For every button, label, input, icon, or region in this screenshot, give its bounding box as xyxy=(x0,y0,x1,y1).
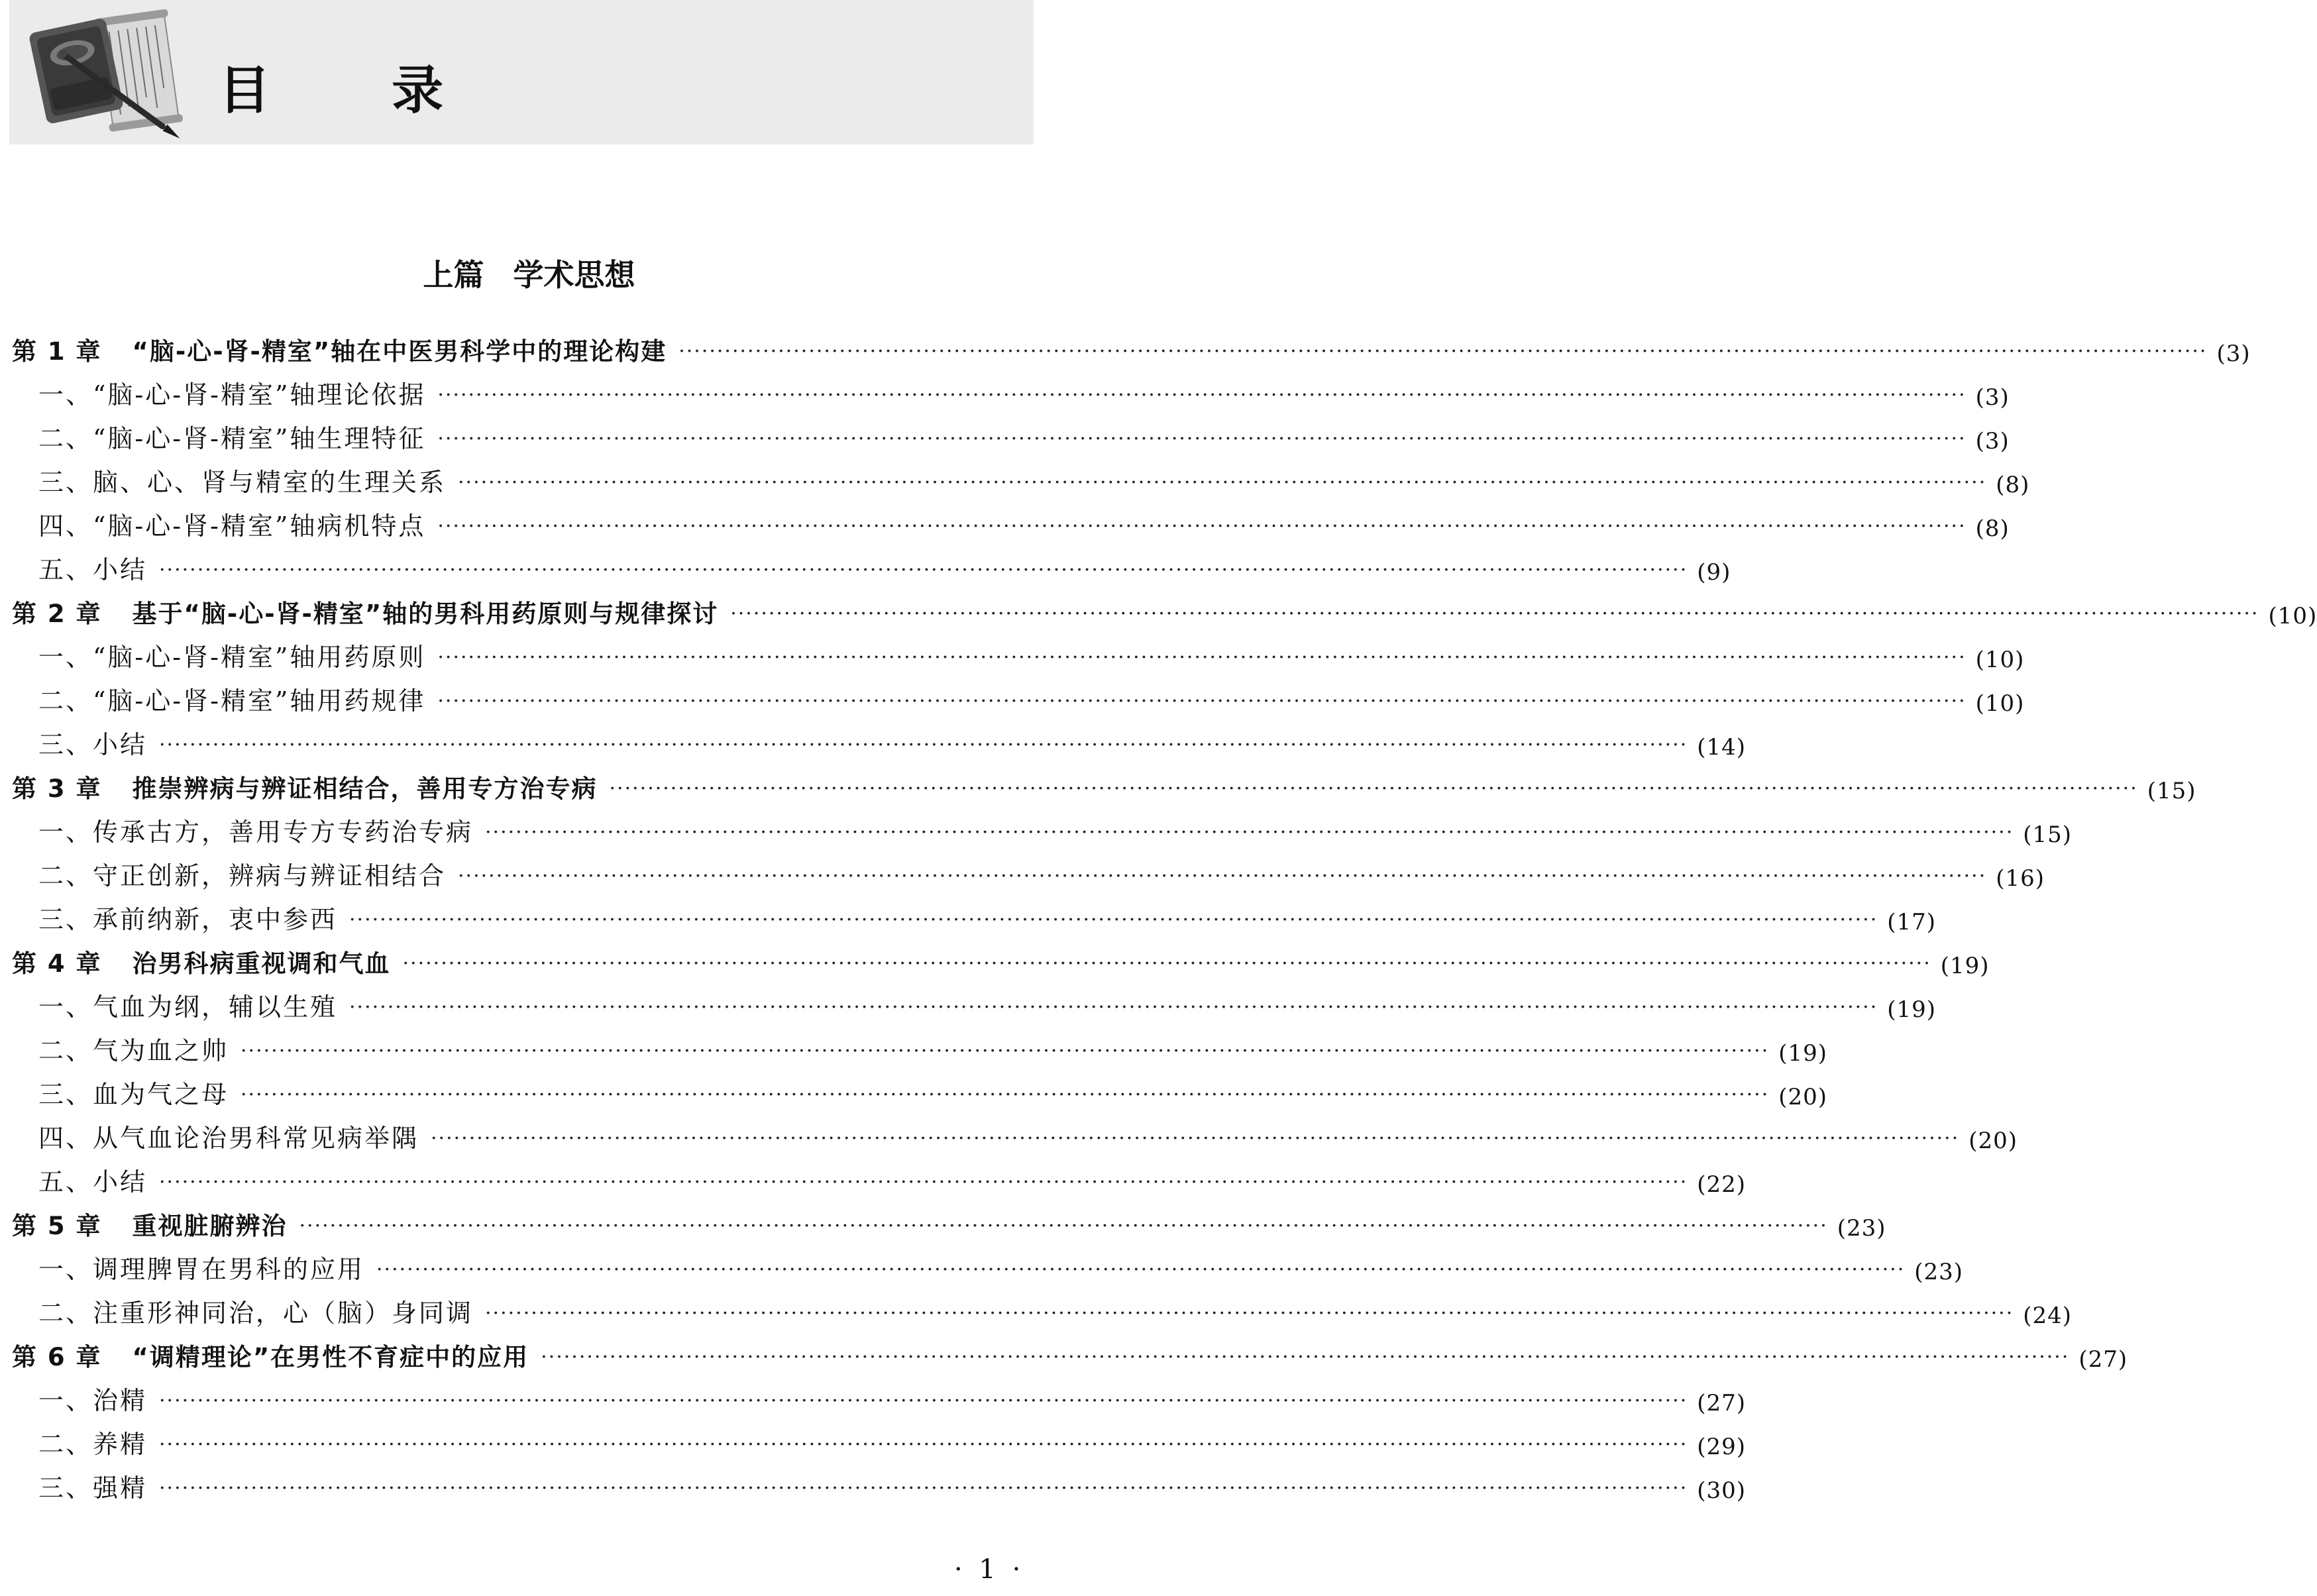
part-label: 上篇 xyxy=(423,257,484,293)
table-of-contents xyxy=(12,323,2317,1504)
leader-dots: ········································································································································································································ xyxy=(376,1258,1906,1281)
toc-entry-label xyxy=(12,549,147,586)
toc-page-number: (20) xyxy=(1778,1084,1828,1110)
toc-entry-label xyxy=(12,1074,229,1110)
toc-entry-label xyxy=(12,1337,529,1373)
page-title: 目 录 xyxy=(219,61,496,121)
toc-chapter-row[interactable] xyxy=(12,761,2196,804)
toc-section-row[interactable] xyxy=(12,673,2025,717)
toc-section-row[interactable] xyxy=(12,1460,1747,1504)
toc-section-row[interactable] xyxy=(12,1416,1747,1460)
toc-entry-label xyxy=(12,812,473,848)
toc-entry-title: 二、气为血之帅 xyxy=(38,1036,229,1065)
toc-section-row[interactable] xyxy=(12,804,2073,848)
leader-dots: ········································································································································································································ xyxy=(402,952,1931,975)
leader-dots: ········································································································································································································ xyxy=(485,821,2014,844)
leader-dots: ········································································································································································································ xyxy=(241,1083,1770,1106)
toc-entry-title: 一、调理脾胃在男科的应用 xyxy=(38,1255,365,1284)
toc-page-number: (15) xyxy=(2023,822,2073,848)
toc-chapter-row[interactable] xyxy=(12,1198,1886,1242)
leader-dots: ········································································································································································································ xyxy=(159,1433,1688,1456)
part-title xyxy=(0,257,1058,293)
toc-entry-title: 五、小结 xyxy=(38,555,148,584)
toc-entry-title: 一、气血为纲，辅以生殖 xyxy=(38,992,338,1022)
chapter-number: 第 1 章 xyxy=(12,337,102,366)
toc-page-number: (14) xyxy=(1697,734,1747,761)
toc-page-number: (10) xyxy=(1975,690,2025,717)
toc-entry-label xyxy=(12,374,425,411)
toc-entry-label xyxy=(12,418,425,454)
toc-entry-label xyxy=(12,899,337,935)
toc-section-row[interactable] xyxy=(12,411,2010,454)
toc-section-row[interactable] xyxy=(12,1110,2018,1154)
leader-dots: ········································································································································································································ xyxy=(437,690,1967,713)
toc-entry-title: 二、守正创新，辨病与辨证相结合 xyxy=(38,861,447,890)
leader-dots: ········································································································································································································ xyxy=(159,1171,1688,1194)
leader-dots: ········································································································································································································ xyxy=(541,1346,2070,1369)
toc-section-row[interactable] xyxy=(12,1067,1828,1110)
toc-section-row[interactable] xyxy=(12,1373,1747,1416)
toc-entry-label xyxy=(12,594,718,629)
leader-dots: ········································································································································································································ xyxy=(349,996,1878,1019)
toc-entry-title: 二、养精 xyxy=(38,1430,148,1459)
toc-entry-title: 一、“脑-心-肾-精室”轴用药原则 xyxy=(38,643,426,672)
toc-page-number: (10) xyxy=(1975,647,2025,673)
toc-entry-label xyxy=(12,943,391,979)
leader-dots: ········································································································································································································ xyxy=(159,1389,1688,1412)
toc-entry-label xyxy=(12,1293,473,1329)
toc-entry-label xyxy=(12,637,425,673)
leader-dots: ········································································································································································································ xyxy=(159,733,1688,757)
toc-page-number: (30) xyxy=(1697,1477,1747,1504)
toc-page-number: (29) xyxy=(1697,1434,1747,1460)
toc-page-number: (3) xyxy=(1975,384,2010,411)
toc-section-row[interactable] xyxy=(12,892,1937,935)
toc-section-row[interactable] xyxy=(12,979,1937,1023)
toc-page-number: (24) xyxy=(2023,1303,2073,1329)
leader-dots: ········································································································································································································ xyxy=(458,471,1987,494)
toc-page-number: (10) xyxy=(2268,603,2317,629)
toc-entry-title: 三、小结 xyxy=(38,730,148,759)
part-name: 学术思想 xyxy=(513,257,635,293)
leader-dots: ········································································································································································································ xyxy=(241,1039,1770,1063)
toc-page-number: (23) xyxy=(1837,1215,1886,1242)
toc-entry-title: 基于“脑-心-肾-精室”轴的男科用药原则与规律探讨 xyxy=(132,600,719,628)
leader-dots: ········································································································································································································ xyxy=(730,602,2259,625)
leader-dots: ········································································································································································································ xyxy=(609,777,2138,800)
page-number: · 1 · xyxy=(954,1554,1025,1585)
toc-entry-title: 治男科病重视调和气血 xyxy=(132,949,391,978)
toc-entry-title: 四、从气血论治男科常见病举隅 xyxy=(38,1124,419,1153)
toc-entry-label xyxy=(12,724,147,761)
toc-entry-title: 三、承前纳新，衷中参西 xyxy=(38,905,338,934)
toc-section-row[interactable] xyxy=(12,1154,1747,1198)
toc-entry-label xyxy=(12,769,598,804)
toc-entry-title: 重视脏腑辨治 xyxy=(132,1212,288,1240)
leader-dots: ········································································································································································································ xyxy=(678,340,2208,363)
toc-entry-title: 二、注重形神同治，心（脑）身同调 xyxy=(38,1299,474,1328)
toc-entry-label xyxy=(12,1118,419,1154)
leader-dots: ········································································································································································································ xyxy=(437,515,1967,538)
leader-dots: ········································································································································································································ xyxy=(431,1127,1960,1150)
toc-section-row[interactable] xyxy=(12,498,2010,542)
toc-page-number: (8) xyxy=(1996,472,2030,498)
toc-page-number: (23) xyxy=(1914,1259,1964,1285)
toc-entry-label xyxy=(12,1249,364,1285)
chapter-number: 第 5 章 xyxy=(12,1212,102,1240)
leader-dots: ········································································································································································································ xyxy=(159,559,1688,582)
chapter-number: 第 3 章 xyxy=(12,774,102,803)
toc-page-number: (3) xyxy=(1975,428,2010,454)
toc-entry-title: 二、“脑-心-肾-精室”轴生理特征 xyxy=(38,424,426,453)
toc-entry-title: 五、小结 xyxy=(38,1167,148,1197)
leader-dots: ········································································································································································································ xyxy=(437,427,1967,451)
chapter-number: 第 2 章 xyxy=(12,600,102,628)
toc-section-row[interactable] xyxy=(12,848,2045,892)
toc-entry-title: 一、“脑-心-肾-精室”轴理论依据 xyxy=(38,380,426,409)
toc-chapter-row[interactable] xyxy=(12,323,2251,367)
toc-page-number: (20) xyxy=(1968,1128,2018,1154)
leader-dots: ········································································································································································································ xyxy=(159,1477,1688,1500)
toc-chapter-row[interactable] xyxy=(12,1329,2128,1373)
toc-entry-title: 一、治精 xyxy=(38,1386,148,1415)
toc-section-row[interactable] xyxy=(12,1242,1964,1285)
toc-entry-label xyxy=(12,680,425,717)
toc-entry-title: 三、强精 xyxy=(38,1473,148,1503)
toc-section-row[interactable] xyxy=(12,1023,1828,1067)
toc-entry-title: 三、血为气之母 xyxy=(38,1080,229,1109)
toc-entry-title: “脑-心-肾-精室”轴在中医男科学中的理论构建 xyxy=(132,337,667,366)
toc-entry-label xyxy=(12,986,337,1023)
toc-entry-label xyxy=(12,462,446,498)
toc-page-number: (27) xyxy=(1697,1390,1747,1416)
toc-page-number: (17) xyxy=(1887,909,1937,935)
leader-dots: ········································································································································································································ xyxy=(349,908,1878,931)
ink-stone-brush-scroll-icon xyxy=(27,5,199,141)
toc-entry-label xyxy=(12,855,446,892)
toc-chapter-row[interactable] xyxy=(12,586,2317,629)
toc-entry-label xyxy=(12,505,425,542)
toc-page-number: (19) xyxy=(1778,1040,1828,1067)
toc-entry-title: 一、传承古方，善用专方专药治专病 xyxy=(38,818,474,847)
leader-dots: ········································································································································································································ xyxy=(299,1214,1828,1238)
toc-section-row[interactable] xyxy=(12,1285,2073,1329)
toc-entry-label xyxy=(12,1161,147,1198)
toc-section-row[interactable] xyxy=(12,629,2025,673)
toc-entry-label xyxy=(12,1424,147,1460)
toc-entry-title: “调精理论”在男性不育症中的应用 xyxy=(132,1343,529,1371)
toc-entry-label xyxy=(12,1380,147,1416)
toc-page-number: (19) xyxy=(1940,953,1990,979)
toc-entry-label xyxy=(12,1206,288,1242)
toc-chapter-row[interactable] xyxy=(12,935,1990,979)
leader-dots: ········································································································································································································ xyxy=(485,1302,2014,1325)
toc-page-number: (16) xyxy=(1996,865,2045,892)
toc-entry-label xyxy=(12,1467,147,1504)
toc-section-row[interactable] xyxy=(12,454,2030,498)
toc-page-number: (3) xyxy=(2216,341,2251,367)
toc-section-row[interactable] xyxy=(12,367,2010,411)
toc-page-number: (19) xyxy=(1887,996,1937,1023)
toc-page-number: (27) xyxy=(2078,1346,2128,1373)
chapter-number: 第 6 章 xyxy=(12,1343,102,1371)
leader-dots: ········································································································································································································ xyxy=(437,384,1967,407)
chapter-number: 第 4 章 xyxy=(12,949,102,978)
toc-section-row[interactable] xyxy=(12,717,1747,761)
toc-page-number: (8) xyxy=(1975,515,2010,542)
toc-entry-title: 二、“脑-心-肾-精室”轴用药规律 xyxy=(38,686,426,716)
toc-entry-label xyxy=(12,1030,229,1067)
toc-entry-title: 三、脑、心、肾与精室的生理关系 xyxy=(38,468,447,497)
toc-entry-label xyxy=(12,331,667,367)
toc-page-number: (22) xyxy=(1697,1171,1747,1198)
toc-page-number: (9) xyxy=(1697,559,1731,586)
toc-section-row[interactable] xyxy=(12,542,1731,586)
toc-entry-title: 推崇辨病与辨证相结合，善用专方治专病 xyxy=(132,774,598,803)
leader-dots: ········································································································································································································ xyxy=(458,865,1987,888)
leader-dots: ········································································································································································································ xyxy=(437,646,1967,669)
toc-page-number: (15) xyxy=(2147,778,2196,804)
toc-entry-title: 四、“脑-心-肾-精室”轴病机特点 xyxy=(38,511,426,541)
